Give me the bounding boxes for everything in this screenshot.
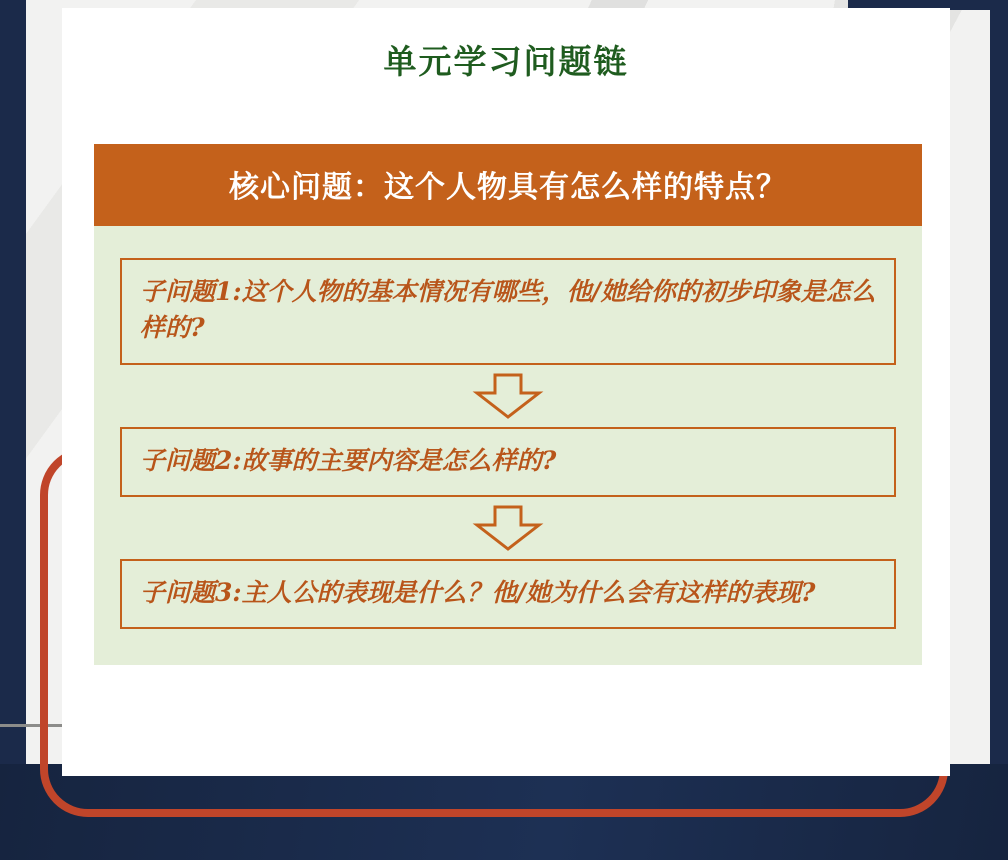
arrow-connector-2	[120, 497, 896, 559]
sub-question-box-1: 子问题1:这个人物的基本情况有哪些，他/她给你的初步印象是怎么样的?	[120, 258, 896, 365]
sub-question-box-3: 子问题3:主人公的表现是什么？他/她为什么会有这样的表现?	[120, 559, 896, 629]
page-title: 单元学习问题链	[383, 42, 629, 81]
arrow-connector-1	[120, 365, 896, 427]
sub-question-box-2: 子问题2:故事的主要内容是怎么样的?	[120, 427, 896, 497]
question-chain-diagram	[94, 144, 922, 665]
down-arrow-icon	[469, 505, 547, 551]
content-card	[62, 8, 950, 776]
core-question-bar: 核心问题：这个人物具有怎么样的特点？	[94, 144, 922, 226]
down-arrow-icon	[469, 373, 547, 419]
sub-question-list	[94, 226, 922, 665]
